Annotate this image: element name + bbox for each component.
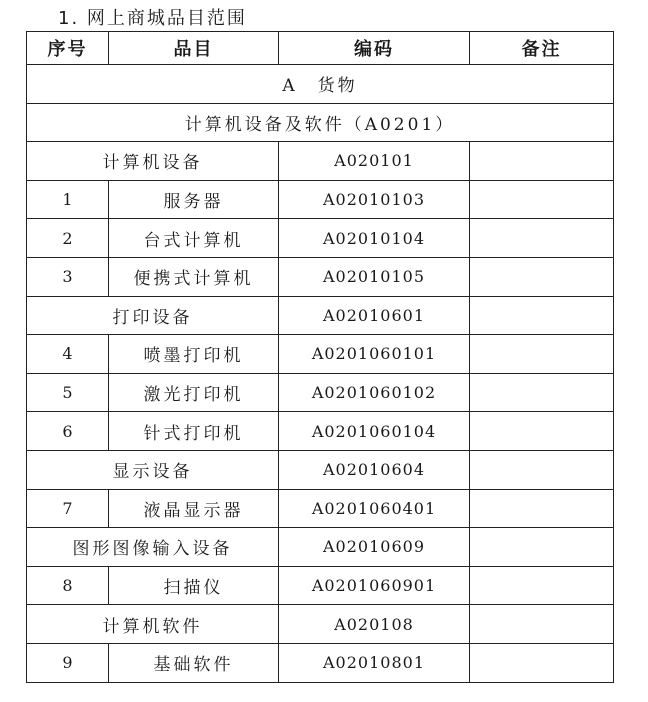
note-cell (470, 296, 614, 335)
note-cell (470, 219, 614, 258)
row-seq: 4 (27, 335, 109, 374)
note-cell (470, 566, 614, 605)
table-row (27, 373, 614, 412)
row-item: 基础软件 (109, 643, 279, 682)
header-item: 品目 (109, 32, 279, 65)
table-row (27, 489, 614, 528)
group-row (27, 450, 614, 489)
note-cell (470, 528, 614, 567)
row-seq: 6 (27, 412, 109, 451)
group-row (27, 605, 614, 644)
section-title: A 货物 (27, 65, 614, 104)
header-note: 备注 (470, 32, 614, 65)
row-item: 激光打印机 (109, 373, 279, 412)
header-row (27, 32, 614, 65)
row-item: 扫描仪 (109, 566, 279, 605)
group-code: A02010601 (279, 296, 470, 335)
header-seq: 序号 (27, 32, 109, 65)
note-cell (470, 373, 614, 412)
group-name: 计算机软件 (27, 605, 279, 644)
row-item: 台式计算机 (109, 219, 279, 258)
subsection-row (27, 103, 614, 142)
note-cell (470, 643, 614, 682)
table-row (27, 335, 614, 374)
group-name: 图形图像输入设备 (27, 528, 279, 567)
row-item: 针式打印机 (109, 412, 279, 451)
group-row (27, 528, 614, 567)
row-seq: 3 (27, 257, 109, 296)
row-code: A02010103 (279, 180, 470, 219)
catalog-table (26, 31, 614, 683)
row-seq: 1 (27, 180, 109, 219)
note-cell (470, 412, 614, 451)
note-cell (470, 450, 614, 489)
row-item: 服务器 (109, 180, 279, 219)
row-seq: 9 (27, 643, 109, 682)
row-item: 喷墨打印机 (109, 335, 279, 374)
page-heading: 1. 网上商城品目范围 (58, 8, 247, 29)
table-row (27, 643, 614, 682)
table-row (27, 219, 614, 258)
row-code: A02010105 (279, 257, 470, 296)
table-row (27, 412, 614, 451)
section-row (27, 65, 614, 104)
group-code: A02010609 (279, 528, 470, 567)
table-row (27, 257, 614, 296)
group-name: 打印设备 (27, 296, 279, 335)
group-row (27, 142, 614, 181)
row-item: 便携式计算机 (109, 257, 279, 296)
row-code: A0201060102 (279, 373, 470, 412)
note-cell (470, 605, 614, 644)
group-name: 显示设备 (27, 450, 279, 489)
group-name: 计算机设备 (27, 142, 279, 181)
note-cell (470, 180, 614, 219)
note-cell (470, 335, 614, 374)
row-code: A02010801 (279, 643, 470, 682)
group-code: A020108 (279, 605, 470, 644)
row-seq: 8 (27, 566, 109, 605)
row-code: A0201060101 (279, 335, 470, 374)
group-code: A020101 (279, 142, 470, 181)
note-cell (470, 257, 614, 296)
subsection-title: 计算机设备及软件（A0201） (27, 103, 614, 142)
table-row (27, 566, 614, 605)
row-code: A02010104 (279, 219, 470, 258)
row-code: A0201060901 (279, 566, 470, 605)
group-code: A02010604 (279, 450, 470, 489)
row-item: 液晶显示器 (109, 489, 279, 528)
table-row (27, 180, 614, 219)
row-code: A0201060401 (279, 489, 470, 528)
row-code: A0201060104 (279, 412, 470, 451)
header-code: 编码 (279, 32, 470, 65)
row-seq: 7 (27, 489, 109, 528)
row-seq: 5 (27, 373, 109, 412)
group-row (27, 296, 614, 335)
note-cell (470, 489, 614, 528)
note-cell (470, 142, 614, 181)
row-seq: 2 (27, 219, 109, 258)
